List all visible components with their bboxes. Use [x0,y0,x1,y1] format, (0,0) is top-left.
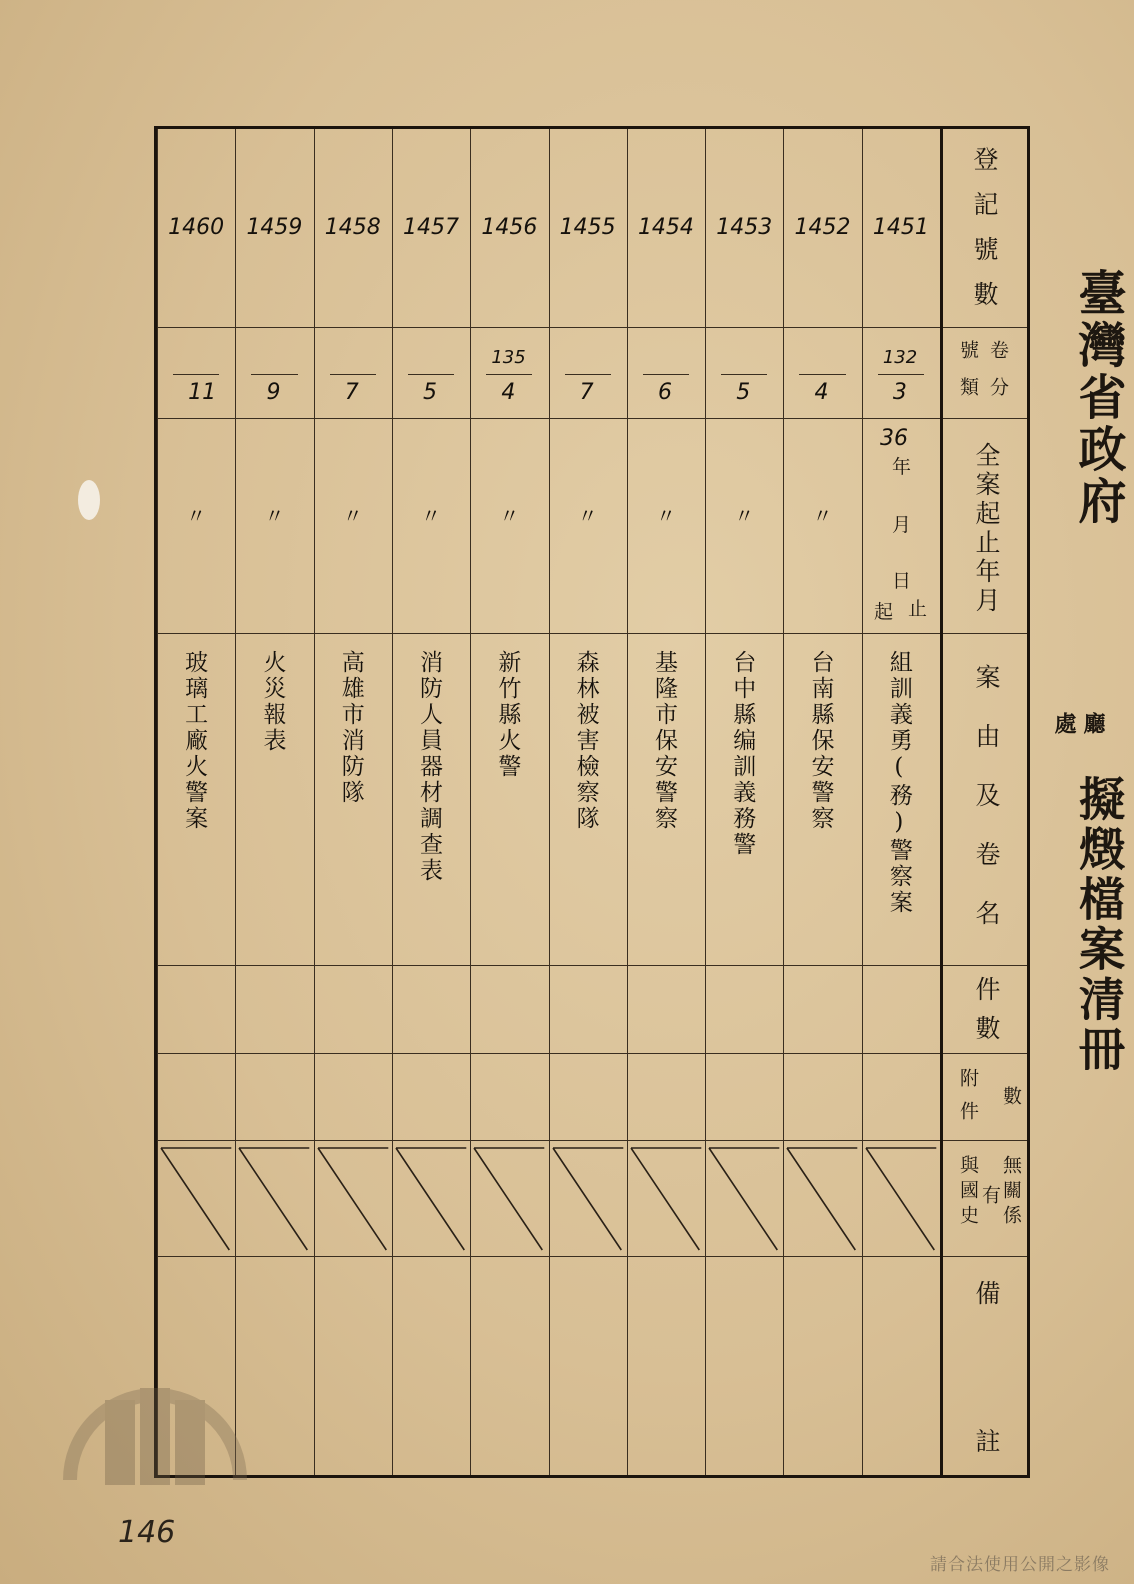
punch-hole [78,480,100,520]
row-subject: 新竹縣火警 [494,650,521,780]
row-subject: 消防人員器材調查表 [416,650,443,884]
divider-count [157,1053,1027,1054]
row-volume-number: 132 [882,347,918,368]
row-class-number: 11 [188,380,217,405]
column-divider [549,129,550,1475]
column-divider [627,129,628,1475]
row-dates-ditto: 〃 [421,504,442,528]
row-class-number: 9 [266,380,281,405]
header-regno: 登記號數 [970,146,999,326]
row-dates-ditto: 〃 [577,504,598,528]
column-divider [705,129,706,1475]
class-fraction-line [643,374,689,375]
history-diagonal-mark [314,1142,392,1254]
row-registration-number: 1452 [794,215,851,240]
row-class-number: 7 [579,380,594,405]
header-dates: 全案起止年月 [972,442,1001,616]
divider-subject [157,965,1027,966]
row-registration-number: 1458 [324,215,381,240]
column-divider [314,129,315,1475]
first-row-month-label: 月 [892,514,912,536]
history-diagonal-mark [235,1142,313,1254]
row-subject: 火災報表 [259,650,286,754]
dept-label-2: 處 [1051,712,1077,734]
history-diagonal-mark [392,1142,470,1254]
column-divider [470,129,471,1475]
archive-logo [60,1360,250,1490]
row-dates-ditto: 〃 [655,504,676,528]
row-dates-ditto: 〃 [264,504,285,528]
row-class-number: 4 [501,380,516,405]
first-row-end-label: 止 [908,598,928,620]
first-row-start-label: 起 [874,601,894,623]
first-row-year-label: 年 [892,456,912,478]
header-remarks-a: 備 [972,1280,1001,1305]
page-number: 146 [118,1515,176,1550]
class-fraction-line [330,374,376,375]
first-row-year: 36 [880,426,908,451]
column-divider [783,129,784,1475]
page-subtitle: 擬燬檔案清冊 [1072,775,1126,1075]
divider-regno [157,327,1027,328]
history-diagonal-mark [549,1142,627,1254]
class-fraction-line [878,374,924,375]
divider-attach [157,1140,1027,1141]
row-registration-number: 1456 [481,215,538,240]
column-divider [157,129,158,1475]
row-dates-ditto: 〃 [342,504,363,528]
row-class-number: 3 [892,380,907,405]
row-registration-number: 1453 [716,215,773,240]
header-remarks-b: 註 [972,1428,1001,1453]
class-fraction-line [251,374,297,375]
header-count: 件數 [972,976,1001,1054]
row-dates-ditto: 〃 [734,504,755,528]
class-fraction-line [486,374,532,375]
row-class-number: 6 [657,380,672,405]
row-dates-ditto: 〃 [499,504,520,528]
header-history-c: 與國史 [957,1155,979,1230]
row-class-number: 4 [814,380,829,405]
column-divider [862,129,863,1475]
row-subject: 台南縣保安警察 [807,650,834,832]
history-diagonal-mark [705,1142,783,1254]
row-subject: 組訓義勇(務)警察案 [885,650,912,916]
first-row-day-label: 日 [892,570,912,592]
row-subject: 台中縣编訓義務警 [729,650,756,858]
history-diagonal-mark [783,1142,861,1254]
row-registration-number: 1455 [559,215,616,240]
column-divider [940,129,943,1475]
class-fraction-line [565,374,611,375]
header-attach-a: 數 [1000,1086,1022,1105]
row-volume-number: 135 [491,347,526,368]
page-title: 臺灣省政府 [1070,268,1126,528]
divider-history [157,1256,1027,1257]
row-subject: 高雄市消防隊 [337,650,364,806]
history-diagonal-mark [862,1142,940,1254]
row-registration-number: 1457 [403,215,460,240]
row-registration-number: 1460 [168,215,225,240]
class-fraction-line [799,374,845,375]
divider-class [157,418,1027,419]
header-history-b: 有 [979,1185,1001,1204]
class-fraction-line [408,374,454,375]
dept-label-1: 廳 [1080,712,1106,734]
header-class-bottom: 號類 [957,340,979,414]
header-class-top: 卷分 [987,340,1009,414]
column-divider [392,129,393,1475]
row-class-number: 7 [344,380,359,405]
row-class-number: 5 [423,380,438,405]
divider-dates [157,633,1027,634]
row-class-number: 5 [736,380,751,405]
row-subject: 基隆市保安警察 [650,650,677,832]
history-diagonal-mark [627,1142,705,1254]
header-attach-b: 附件 [957,1068,979,1134]
row-registration-number: 1459 [246,215,303,240]
usage-watermark: 請合法使用公開之影像 [930,1555,1110,1575]
row-subject: 森林被害檢察隊 [572,650,599,832]
row-registration-number: 1454 [637,215,694,240]
row-registration-number: 1451 [872,215,929,240]
class-fraction-line [173,374,219,375]
row-subject: 玻璃工廠火警案 [181,650,208,832]
header-subject: 案由及卷名 [972,664,1001,959]
header-history-a: 無關係 [1000,1155,1022,1230]
row-dates-ditto: 〃 [186,504,207,528]
row-dates-ditto: 〃 [812,504,833,528]
history-diagonal-mark [470,1142,548,1254]
history-diagonal-mark [157,1142,235,1254]
column-divider [235,129,236,1475]
class-fraction-line [721,374,767,375]
